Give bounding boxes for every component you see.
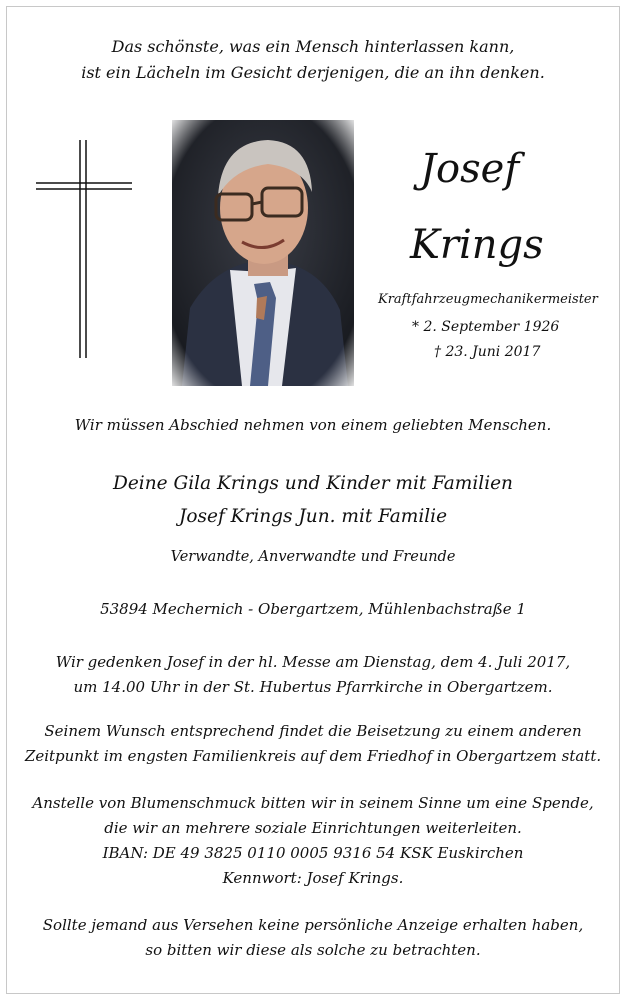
mass-announcement xyxy=(0,650,626,700)
address: 53894 Mechernich - Obergartzem, Mühlenbachstraße 1 xyxy=(100,600,526,618)
cross-icon xyxy=(34,136,134,360)
birth-date: * 2. September 1926 xyxy=(412,319,560,335)
death-date: † 23. Juni 2017 xyxy=(434,344,541,360)
burial-line-1: Seinem Wunsch entsprechend findet die Beisetzung zu einem anderen xyxy=(44,722,582,740)
farewell-text: Wir müssen Abschied nehmen von einem geliebten Menschen. xyxy=(74,416,552,434)
closing-line-1: Sollte jemand aus Versehen keine persönliche Anzeige erhalten haben, xyxy=(42,916,584,934)
closing-note xyxy=(0,913,626,963)
donation-iban: IBAN: DE 49 3825 0110 0005 9316 54 KSK Euskirchen xyxy=(102,844,524,862)
donation-line-2: die wir an mehrere soziale Einrichtungen weiterleiten. xyxy=(104,819,522,837)
quote-line-2: ist ein Lächeln im Gesicht derjenigen, die an ihn denken. xyxy=(81,63,545,82)
quote xyxy=(0,34,626,86)
closing-line-2: so bitten wir diese als solche zu betrachten. xyxy=(145,941,481,959)
mourners-line-2: Josef Krings Jun. mit Familie xyxy=(178,506,448,527)
quote-line-1: Das schönste, was ein Mensch hinterlassen kann, xyxy=(111,37,515,56)
mass-line-1: Wir gedenken Josef in der hl. Messe am Dienstag, dem 4. Juli 2017, xyxy=(55,653,571,671)
donation-keyword: Kennwort: Josef Krings. xyxy=(222,869,404,887)
burial-line-2: Zeitpunkt im engsten Familienkreis auf dem Friedhof in Obergartzem statt. xyxy=(24,747,602,765)
profession: Kraftfahrzeugmechanikermeister xyxy=(378,292,598,307)
relatives-line: Verwandte, Anverwandte und Freunde xyxy=(170,549,456,565)
donation-line-1: Anstelle von Blumenschmuck bitten wir in seinem Sinne um eine Spende, xyxy=(32,794,594,812)
donation-request xyxy=(0,791,626,891)
mass-line-2: um 14.00 Uhr in der St. Hubertus Pfarrkirche in Obergartzem. xyxy=(73,678,553,696)
portrait-photo xyxy=(172,120,354,386)
mourners-line-1: Deine Gila Krings und Kinder mit Familien xyxy=(113,473,513,494)
burial-announcement xyxy=(0,719,626,769)
first-name: Josef xyxy=(420,146,520,192)
last-name: Krings xyxy=(410,222,544,268)
